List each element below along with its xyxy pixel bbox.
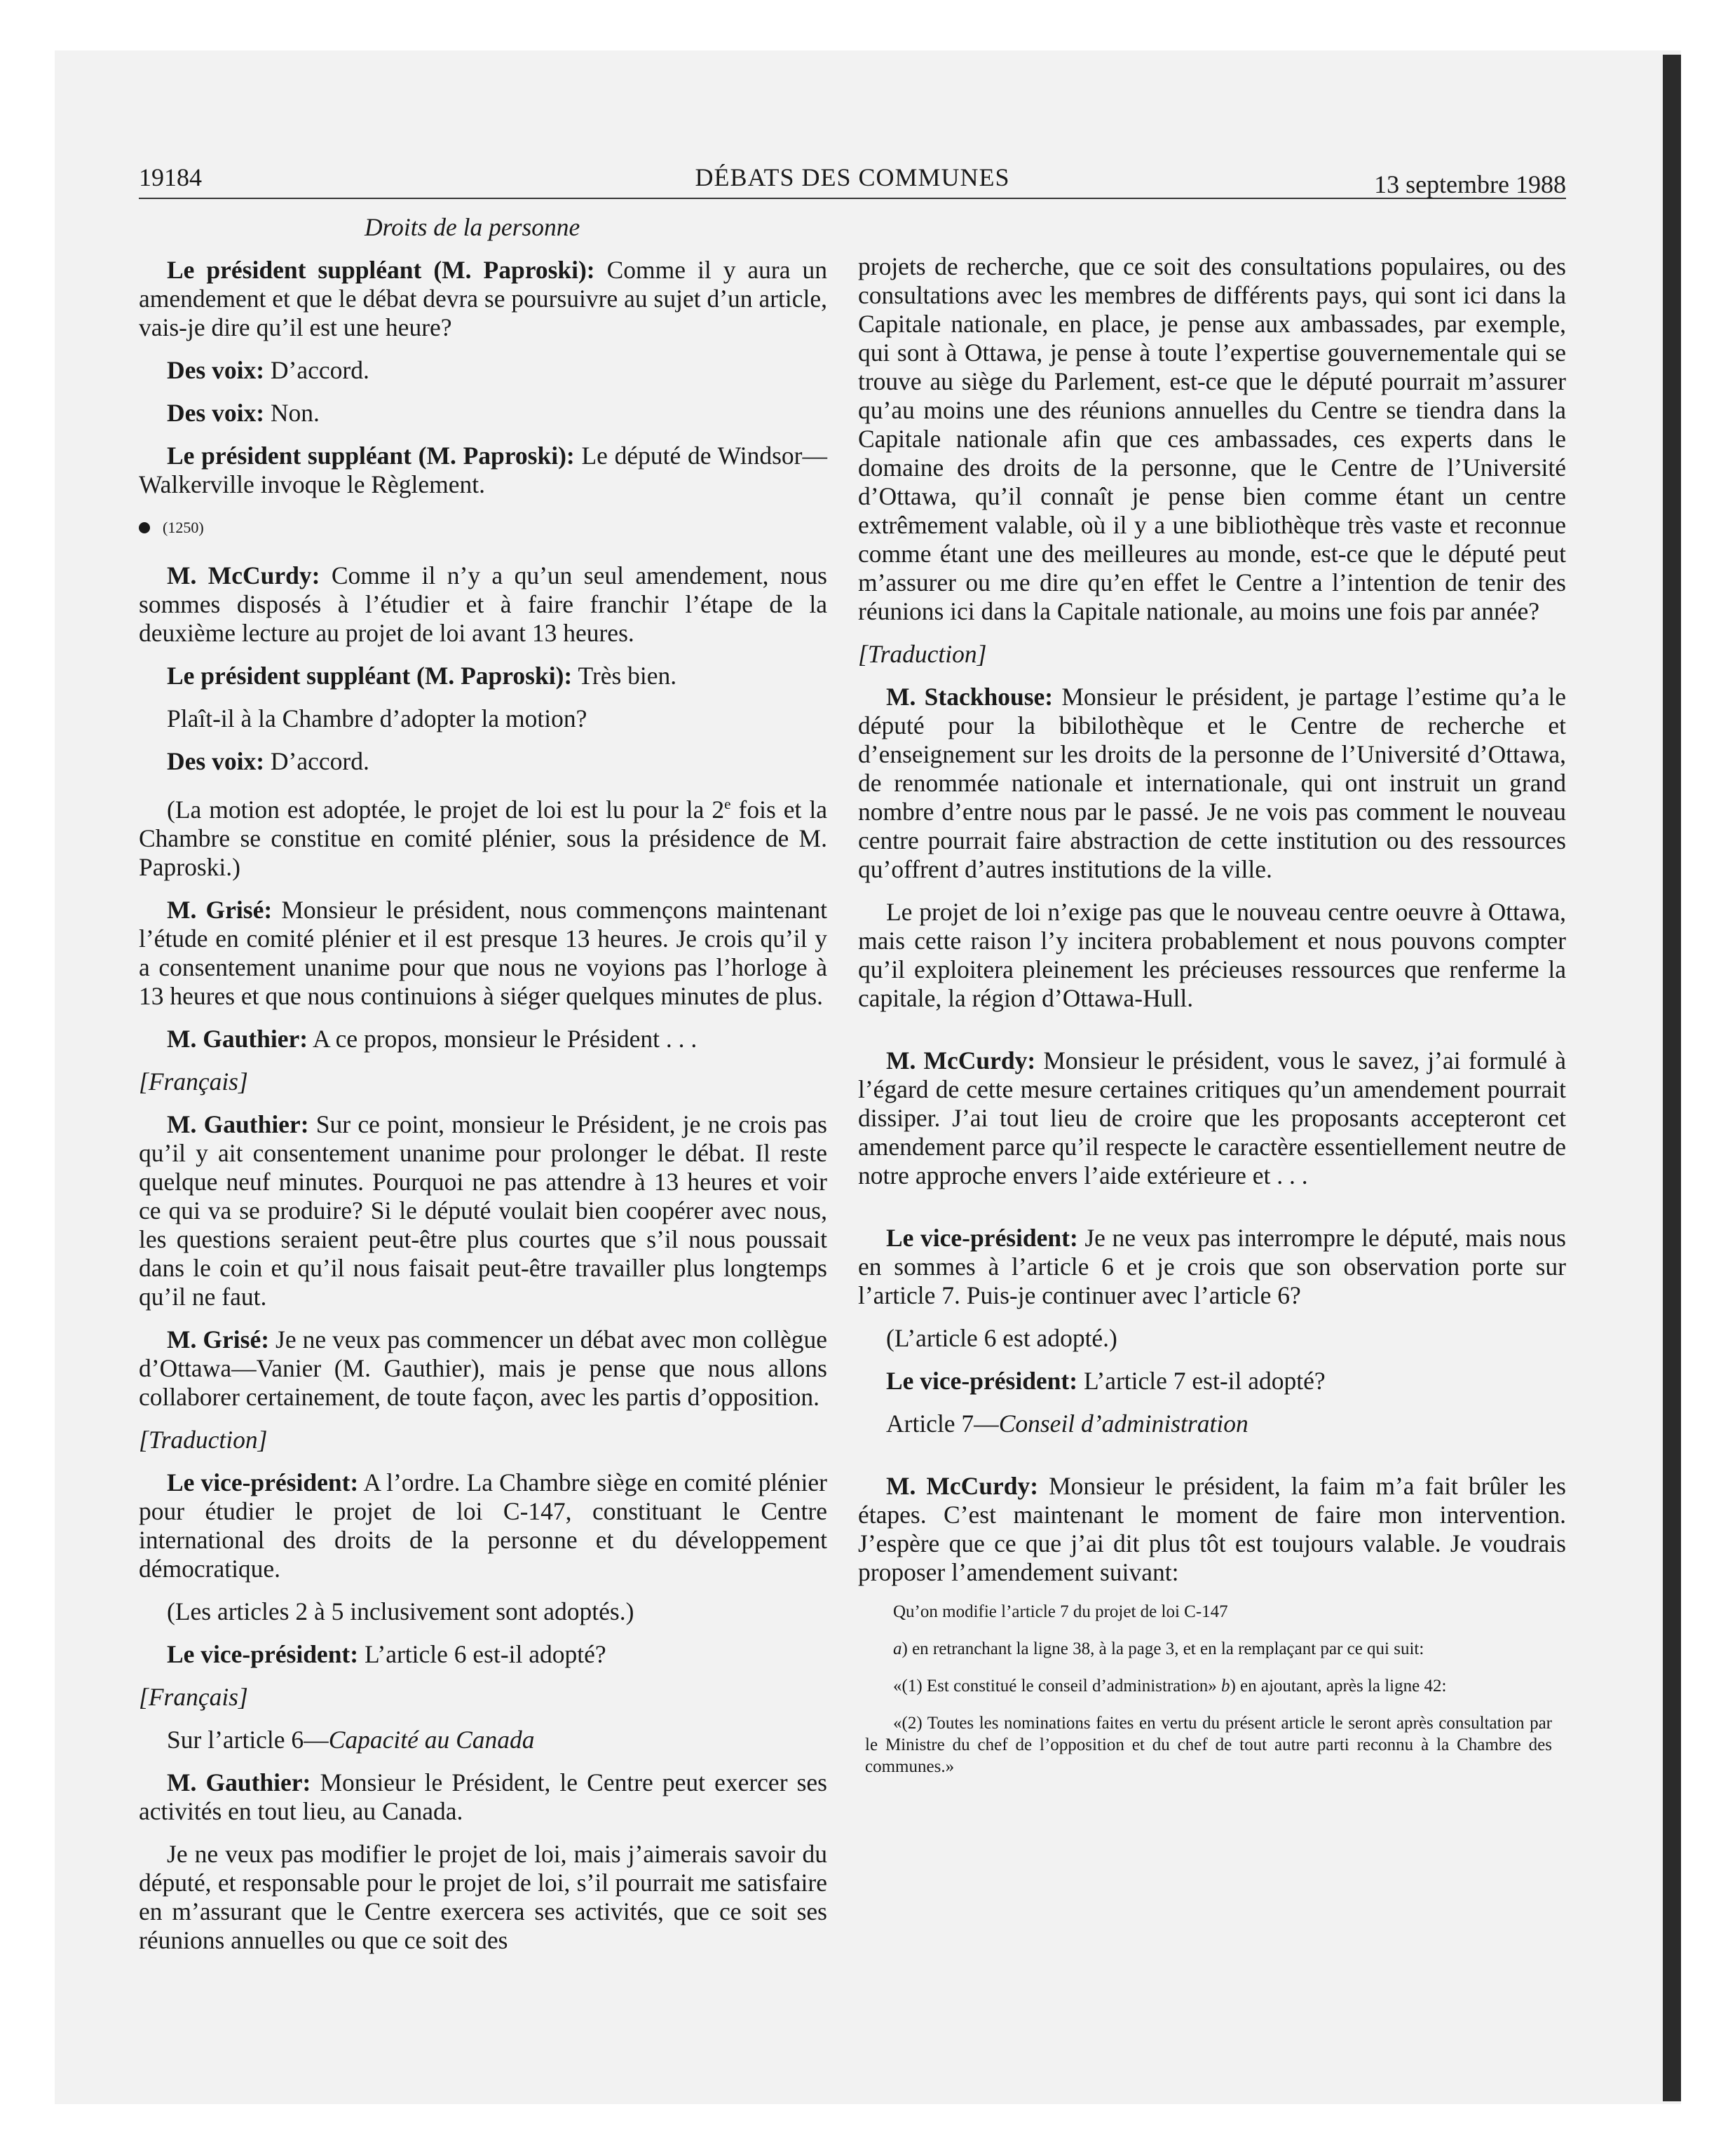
paragraph: M. McCurdy: Comme il n’y a qu’un seul amendement, nous sommes disposés à l’étudier et à faire franchir l’étape de la deuxième lecture au projet de loi avant 13 heures. xyxy=(139,561,827,647)
paragraph: Des voix: D’accord. xyxy=(167,747,369,775)
language-tag: [Traduction] xyxy=(858,640,987,668)
paragraph: Je ne veux pas modifier le projet de loi, mais j’aimerais savoir du député, et responsable pour le projet de loi, s’il pourrait me satisfaire en m’assurant que le Centre exercera ses activités, que ce soit ses réunions annuelles ou que ce soit des xyxy=(139,1839,827,1954)
speaker: M. McCurdy: xyxy=(886,1046,1036,1074)
speaker: Le vice-président: xyxy=(886,1367,1078,1395)
paragraph: Le vice-président: L’article 7 est-il adopté? xyxy=(886,1367,1326,1395)
speaker: M. Gauthier: xyxy=(167,1110,309,1138)
left-column xyxy=(139,203,827,1969)
paragraph: Des voix: D’accord. xyxy=(167,356,369,384)
speaker: Le président suppléant (M. Paproski): xyxy=(167,662,573,690)
clause-heading: Sur l’article 6—Capacité au Canada xyxy=(167,1725,535,1754)
speaker: Le président suppléant (M. Paproski): xyxy=(167,256,595,284)
amendment-line: «(2) Toutes les nominations faites en vertu du présent article le seront après consultation par le Ministre du chef de l’opposition et du chef de tout autre parti reconnu à la Chambre des communes.» xyxy=(865,1714,1552,1776)
speaker: Le vice-président: xyxy=(167,1639,359,1668)
time-marker: (1250) xyxy=(139,513,827,542)
paragraph: M. Gauthier: Sur ce point, monsieur le Président, je ne crois pas qu’il y ait consentement unanime pour prolonger le débat. Il reste quelque neuf minutes. Pourquoi ne pas attendre à 13 heures et voir ce qui va se produire? Si le député voulait bien coopérer avec nous, les questions seraient peut-être plus courtes que s’il nous poussait dans le coin et qu’il nous faisait peut-être travailler plus longtemps qu’il ne faut. xyxy=(139,1110,827,1311)
speaker: Des voix: xyxy=(167,747,265,775)
paragraph: M. Gauthier: Monsieur le Président, le Centre peut exercer ses activités en tout lieu, au Canada. xyxy=(139,1768,827,1825)
speaker: M. Stackhouse: xyxy=(886,683,1054,711)
speaker: M. McCurdy: xyxy=(167,561,320,589)
paragraph: Le projet de loi n’exige pas que le nouveau centre oeuvre à Ottawa, mais cette raison l’y incitera probablement et nous pouvons compter qu’il exploitera pleinement les précieuses ressources que renferme la capitale, la région d’Ottawa-Hull. xyxy=(858,898,1566,1012)
paragraph: M. McCurdy: Monsieur le président, la faim m’a fait brûler les étapes. C’est maintenant le moment de faire mon intervention. J’espère que ce que j’ai dit plus tôt est toujours valable. Je voudrais proposer l’amendement suivant: xyxy=(858,1472,1566,1586)
clause-heading: Article 7—Conseil d’administration xyxy=(886,1410,1248,1438)
paragraph: Le président suppléant (M. Paproski): Le député de Windsor—Walkerville invoque le Règlement. xyxy=(139,442,827,498)
speaker: M. McCurdy: xyxy=(886,1472,1039,1500)
paragraph: (La motion est adoptée, le projet de loi est lu pour la 2e fois et la Chambre se constitue en comité plénier, sous la présidence de M. Paproski.) xyxy=(139,795,827,881)
amendment-line: a) en retranchant la ligne 38, à la page 3, et en la remplaçant par ce qui suit: xyxy=(893,1639,1424,1658)
paragraph: Plaît-il à la Chambre d’adopter la motion? xyxy=(167,704,587,732)
speaker: Des voix: xyxy=(167,356,265,384)
speaker: Le vice-président: xyxy=(167,1468,359,1496)
amendment-line: Qu’on modifie l’article 7 du projet de loi C-147 xyxy=(893,1602,1228,1621)
page-number: 19184 xyxy=(139,163,202,191)
paragraph: Le vice-président: A l’ordre. La Chambre siège en comité plénier pour étudier le projet de loi C-147, constituant le Centre international des droits de la personne et du développement démocratique. xyxy=(139,1468,827,1583)
publication-title: DÉBATS DES COMMUNES xyxy=(695,163,1010,191)
paragraph: M. Stackhouse: Monsieur le président, je partage l’estime qu’a le député pour la bibilothèque et le Centre de recherche et d’enseignement sur les droits de la personne de l’Université d’Ottawa, de renommée nationale et internationale, qui ont instruit un grand nombre d’entre nous par le passé. Je ne vois pas comment le nouveau centre pourrait faire abstraction de cette institution ou des ressources qu’offrent d’autres institutions de la ville. xyxy=(858,683,1566,883)
paragraph: (L’article 6 est adopté.) xyxy=(886,1324,1117,1352)
paragraph: M. Gauthier: A ce propos, monsieur le Président . . . xyxy=(167,1024,698,1053)
language-tag: [Français] xyxy=(139,1067,248,1096)
amendment-line: «(1) Est constitué le conseil d’administration» b) en ajoutant, après la ligne 42: xyxy=(893,1677,1447,1696)
paragraph: M. Grisé: Monsieur le président, nous commençons maintenant l’étude en comité plénier et il est presque 13 heures. Je crois qu’il y a consentement unanime pour que nous ne voyions pas l’horloge à 13 heures et que nous continuions à siéger quelques minutes de plus. xyxy=(139,895,827,1010)
paragraph: (Les articles 2 à 5 inclusivement sont adoptés.) xyxy=(167,1597,634,1625)
section-title: Droits de la personne xyxy=(365,213,580,241)
speaker: M. Grisé: xyxy=(167,1325,270,1353)
speaker: Des voix: xyxy=(167,399,265,427)
speaker: M. Gauthier: xyxy=(167,1768,311,1796)
paragraph: projets de recherche, que ce soit des consultations populaires, ou des consultations avec les membres de différents pays, qui sont ici dans la Capitale nationale, en place, je pense aux ambassades, par exemple, qui sont à Ottawa, je pense à toute l’expertise gouvernementale qui se trouve au siège du Parlement, est-ce que le député pourrait m’assurer qu’au moins une des réunions annuelles du Centre se tiendra dans la Capitale nationale afin que ces ambassades, ces experts dans le domaine des droits de la personne, que le Centre de l’Université d’Ottawa, qu’il connaît je pense bien comme étant un centre extrêmement valable, où il y a une bibliothèque très vaste et reconnue comme étant une des meilleures au monde, est-ce que le député peut m’assurer ou me dire qu’en effet le Centre a l’intention de tenir des réunions ici dans la Capitale nationale, au moins une fois par année? xyxy=(858,252,1566,625)
bullet-icon xyxy=(139,522,150,533)
paragraph: M. Grisé: Je ne veux pas commencer un débat avec mon collègue d’Ottawa—Vanier (M. Gauthier), mais je pense que nous allons collaborer certainement, de toute façon, avec les partis d’opposition. xyxy=(139,1325,827,1411)
paragraph: Le vice-président: L’article 6 est-il adopté? xyxy=(167,1639,606,1668)
speaker: M. Grisé: xyxy=(167,895,273,924)
speaker: M. Gauthier: xyxy=(167,1024,308,1053)
speaker: Le président suppléant (M. Paproski): xyxy=(167,442,575,470)
speaker: Le vice-président: xyxy=(886,1224,1078,1252)
paragraph: Le président suppléant (M. Paproski): Comme il y aura un amendement et que le débat devra se poursuivre au sujet d’un article, vais-je dire qu’il est une heure? xyxy=(139,256,827,341)
paragraph: M. McCurdy: Monsieur le président, vous le savez, j’ai formulé à l’égard de cette mesure certaines critiques qu’un amendement pourrait dissiper. J’ai tout lieu de croire que les proposants accepteront cet amendement parce qu’il respecte le caractère essentiellement neutre de notre approche envers l’aide extérieure et . . . xyxy=(858,1046,1566,1189)
language-tag: [Traduction] xyxy=(139,1425,268,1454)
page-header xyxy=(139,163,1566,199)
paragraph: Des voix: Non. xyxy=(167,399,320,427)
paragraph: Le vice-président: Je ne veux pas interrompre le député, mais nous en sommes à l’article 6 et je crois que son observation porte sur l’article 7. Puis-je continuer avec l’article 6? xyxy=(858,1224,1566,1309)
language-tag: [Français] xyxy=(139,1682,248,1711)
right-column xyxy=(858,252,1566,1793)
publication-date: 13 septembre 1988 xyxy=(1374,170,1566,198)
paragraph: Le président suppléant (M. Paproski): Très bien. xyxy=(167,662,677,690)
scan-edge xyxy=(1663,55,1681,2101)
